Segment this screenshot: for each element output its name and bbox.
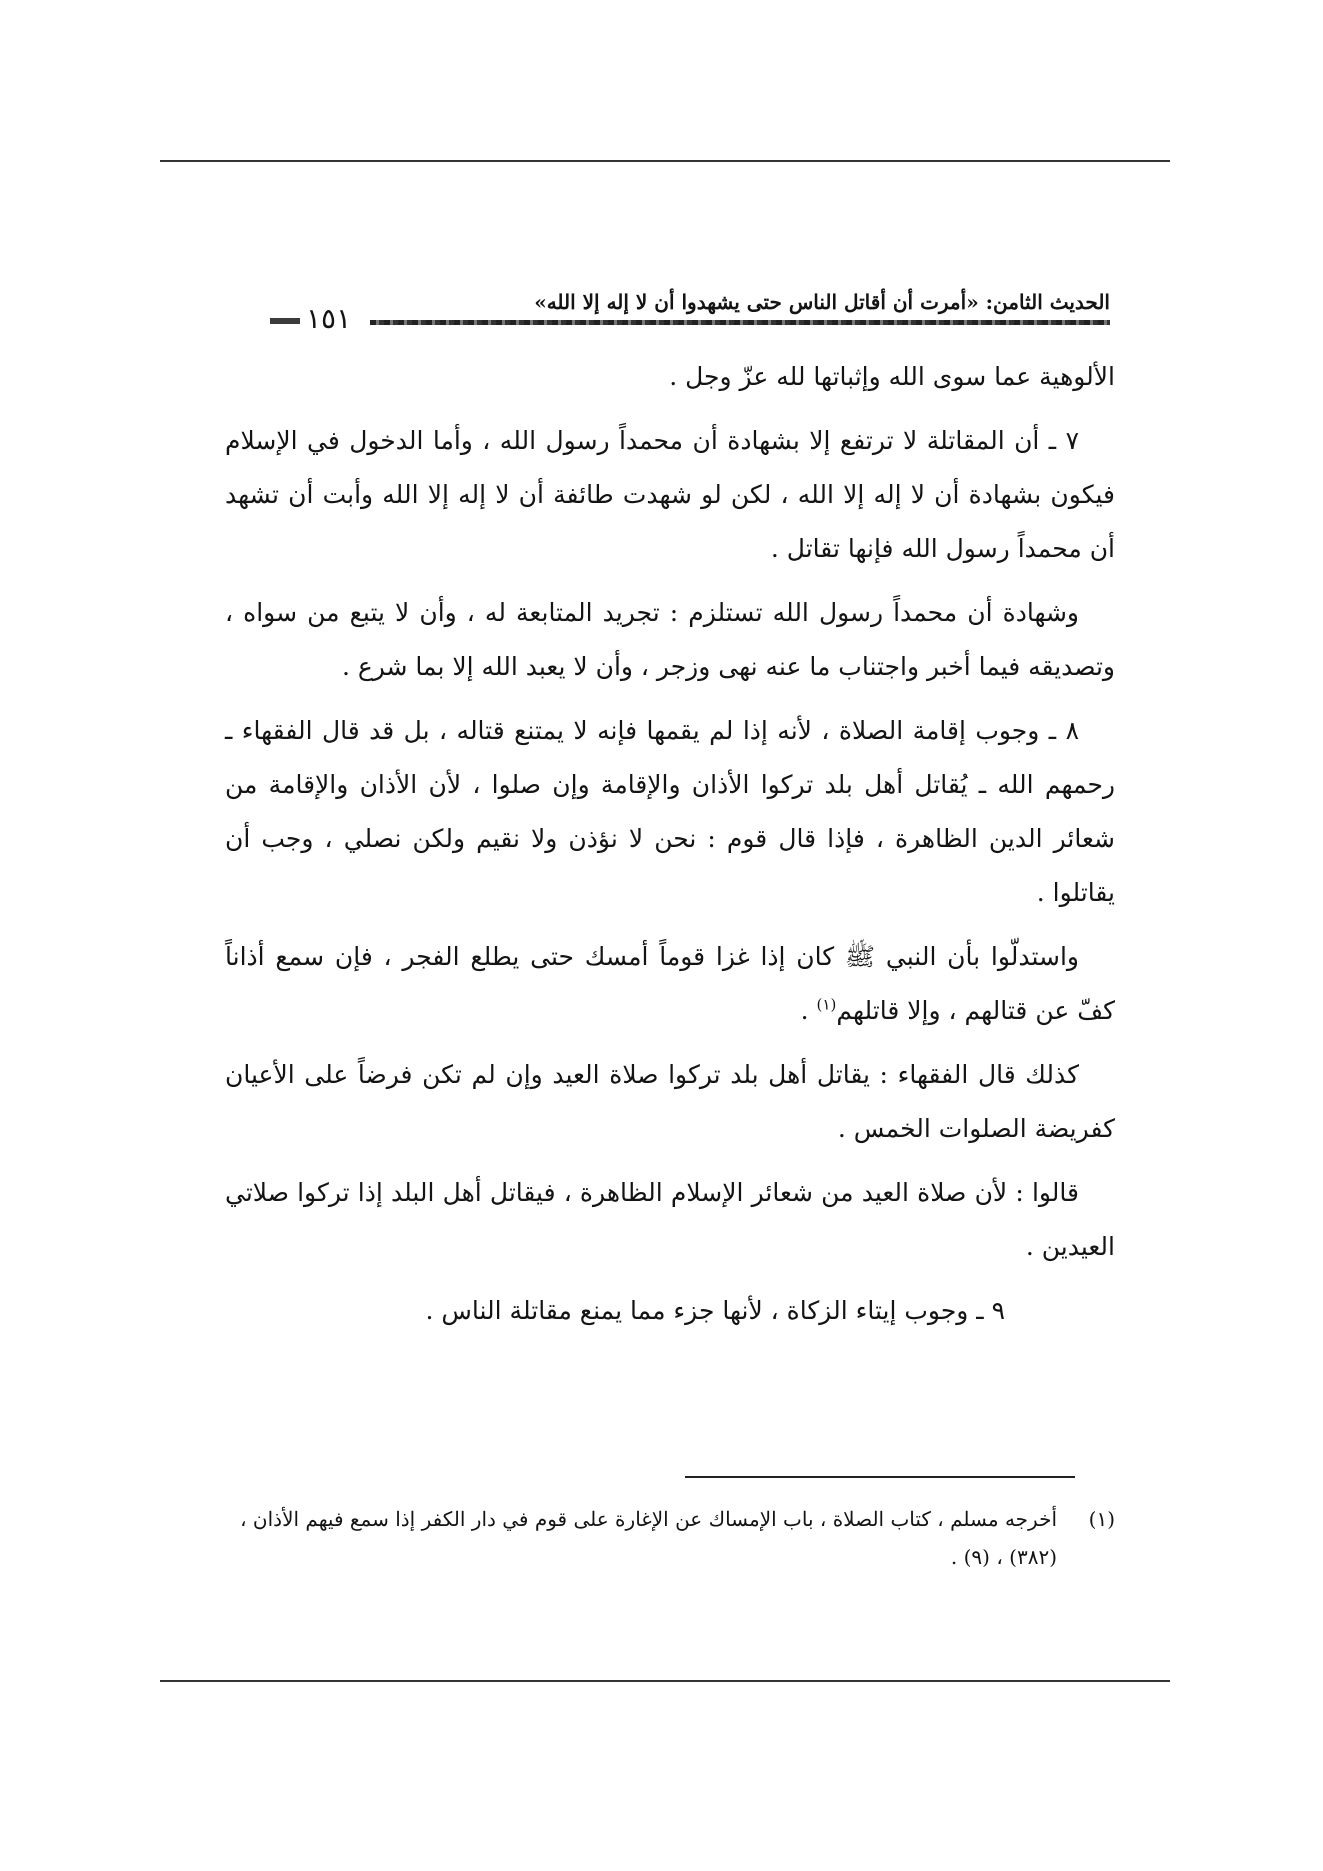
footnote-text: أخرجه مسلم ، كتاب الصلاة ، باب الإمساك عن الإغارة على قوم في دار الكفر إذا سمع فيهم الأذان ، (٣٨٢) ، (٩) . bbox=[240, 1507, 1057, 1569]
paragraph-5-text: واستدلّوا بأن النبي ﷺ كان إذا غزا قوماً أمسك حتى يطلع الفجر ، فإن سمع أذاناً كفّ عن قتالهم ، وإلا قاتلهم bbox=[225, 942, 1115, 1025]
footnotes bbox=[225, 1500, 1115, 1576]
bottom-border-rule bbox=[160, 1680, 1170, 1682]
header-underline-bar bbox=[370, 320, 1110, 325]
paragraph-5-end: . bbox=[800, 996, 817, 1025]
paragraph-5 bbox=[225, 930, 1115, 1038]
top-border-rule bbox=[160, 160, 1170, 162]
main-text bbox=[225, 350, 1115, 1348]
paragraph-4: ٨ ـ وجوب إقامة الصلاة ، لأنه إذا لم يقمها فإنه لا يمتنع قتاله ، بل قد قال الفقهاء ـ رحمهم الله ـ يُقاتل أهل بلد تركوا الأذان والإقامة وإن صلوا ، لأن الأذان والإقامة من شعائر الدين الظاهرة ، فإذا قال قوم : نحن لا نؤذن ولا نقيم ولكن نصلي ، وجب أن يقاتلوا . bbox=[225, 716, 1115, 907]
header-page-mark bbox=[270, 318, 300, 324]
paragraph-3: وشهادة أن محمداً رسول الله تستلزم : تجريد المتابعة له ، وأن لا يتبع من سواه ، وتصديقه فيما أخبر واجتناب ما عنه نهى وزجر ، وأن لا يعبد الله إلا بما شرع . bbox=[225, 598, 1115, 681]
running-header bbox=[270, 288, 1110, 336]
paragraph-1: الألوهية عما سوى الله وإثباتها لله عزّ وجل . bbox=[669, 362, 1115, 391]
footnote-reference[interactable]: (١) bbox=[816, 995, 837, 1014]
footnote-item bbox=[225, 1500, 1115, 1576]
footnote-separator bbox=[685, 1476, 1075, 1478]
paragraph-7: قالوا : لأن صلاة العيد من شعائر الإسلام الظاهرة ، فيقاتل أهل البلد إذا تركوا صلاتي العيدين . bbox=[225, 1178, 1115, 1261]
paragraph-6: كذلك قال الفقهاء : يقاتل أهل بلد تركوا صلاة العيد وإن لم تكن فرضاً على الأعيان كفريضة الصلوات الخمس . bbox=[225, 1060, 1115, 1143]
paragraph-8: ٩ ـ وجوب إيتاء الزكاة ، لأنها جزء مما يمنع مقاتلة الناس . bbox=[425, 1296, 1005, 1325]
header-title: الحديث الثامن: «أمرت أن أقاتل الناس حتى يشهدوا أن لا إله إلا الله» bbox=[534, 290, 1110, 314]
paragraph-2: ٧ ـ أن المقاتلة لا ترتفع إلا بشهادة أن محمداً رسول الله ، وأما الدخول في الإسلام فيكون بشهادة أن لا إله إلا الله ، لكن لو شهدت طائفة أن لا إله إلا الله وأبت أن تشهد أن محمداً رسول الله فإنها تقاتل . bbox=[225, 426, 1115, 563]
page-number: ١٥١ bbox=[306, 302, 352, 335]
footnote-number: (١) bbox=[1088, 1507, 1115, 1531]
